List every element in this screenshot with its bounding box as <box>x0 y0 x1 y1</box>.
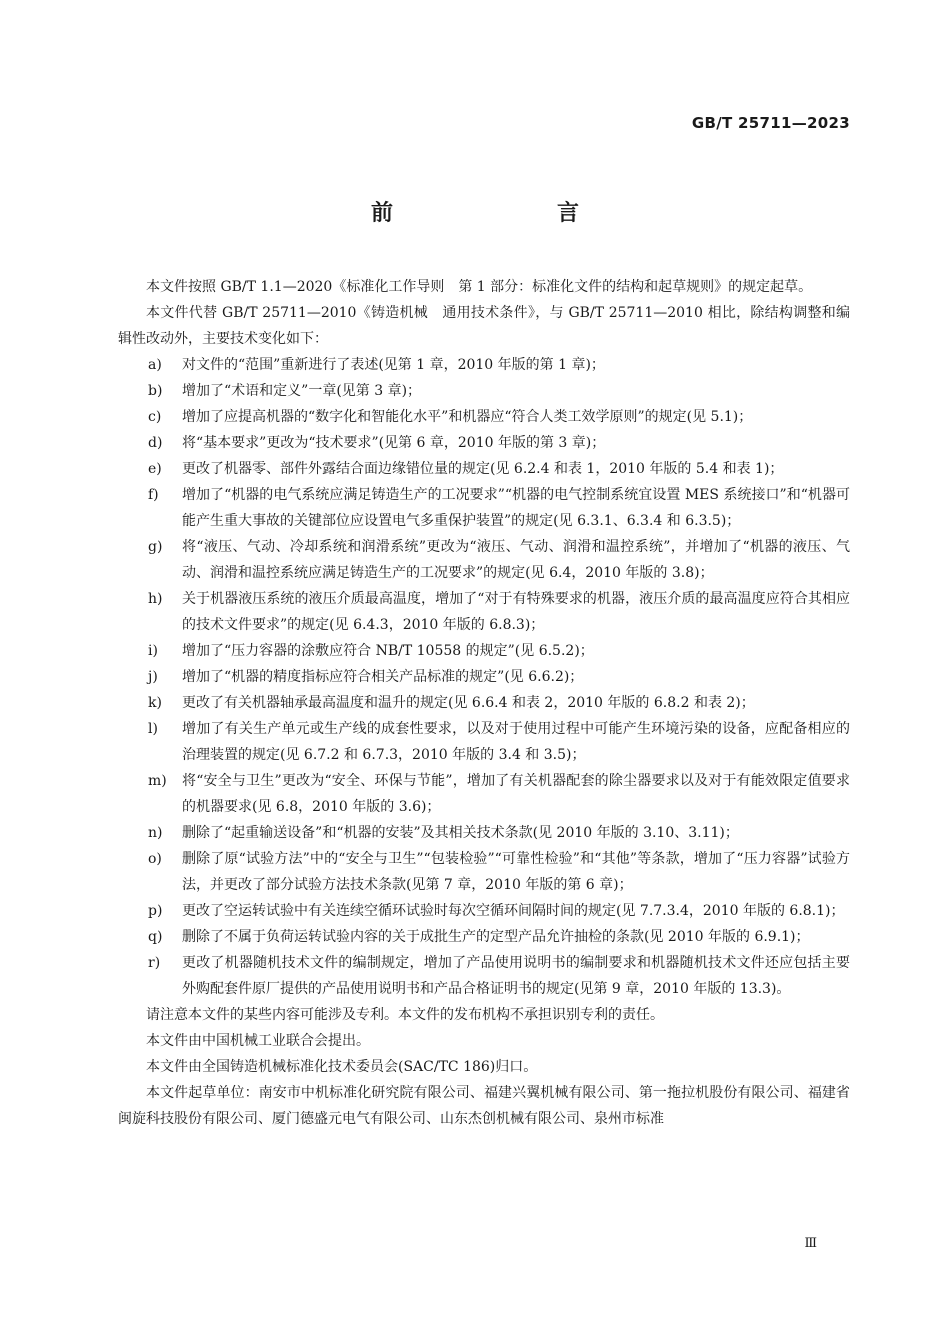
page-title: 前 言 <box>370 201 619 226</box>
list-text: 删除了不属于负荷运转试验内容的关于成批生产的定型产品允许抽检的条款(见 2010 年版的 6.9.1)； <box>182 929 810 945</box>
list-marker: c) <box>148 409 162 425</box>
list-item <box>118 924 850 950</box>
list-text: 增加了“压力容器的涂敷应符合 NB/T 10558 的规定”(见 6.5.2)； <box>182 643 594 659</box>
list-marker: l) <box>148 721 158 737</box>
list-item <box>118 950 850 1002</box>
list-text: 增加了有关生产单元或生产线的成套性要求，以及对于使用过程中可能产生环境污染的设备，应配备相应的治理装置的规定(见 6.7.2 和 6.7.3，2010 年版的 3.4 和 3.5)； <box>182 721 850 763</box>
list-text: 将“基本要求”更改为“技术要求”(见第 6 章，2010 年版的第 3 章)； <box>182 435 606 451</box>
list-marker: n) <box>148 825 163 841</box>
list-item <box>118 638 850 664</box>
document-body <box>118 274 850 1132</box>
list-item <box>118 430 850 456</box>
list-marker: q) <box>148 929 163 945</box>
list-item <box>118 586 850 638</box>
list-text: 对文件的“范围”重新进行了表述(见第 1 章，2010 年版的第 1 章)； <box>182 357 605 373</box>
list-text: 将“安全与卫生”更改为“安全、环保与节能”，增加了有关机器配套的除尘器要求以及对于有能效限定值要求的机器要求(见 6.8，2010 年版的 3.6)； <box>182 773 850 815</box>
list-item <box>118 404 850 430</box>
list-marker: d) <box>148 435 163 451</box>
paragraph: 本文件代替 GB/T 25711—2010《铸造机械 通用技术条件》，与 GB/T 25711—2010 相比，除结构调整和编辑性改动外，主要技术变化如下： <box>118 305 850 347</box>
list-text: 删除了“起重输送设备”和“机器的安装”及其相关技术条款(见 2010 年版的 3.10、3.11)； <box>182 825 739 841</box>
list-item <box>118 664 850 690</box>
list-text: 更改了空运转试验中有关连续空循环试验时每次空循环间隔时间的规定(见 7.7.3.4，2010 年版的 6.8.1)； <box>182 903 845 919</box>
changes-list <box>118 352 850 1002</box>
list-text: 更改了有关机器轴承最高温度和温升的规定(见 6.6.4 和表 2，2010 年版的 6.8.2 和表 2)； <box>182 695 755 711</box>
list-marker: b) <box>148 383 163 399</box>
list-item <box>118 768 850 820</box>
list-marker: p) <box>148 903 163 919</box>
paragraph: 请注意本文件的某些内容可能涉及专利。本文件的发布机构不承担识别专利的责任。 <box>146 1007 664 1023</box>
page-number: Ⅲ <box>804 1236 817 1251</box>
list-text: 更改了机器随机技术文件的编制规定，增加了产品使用说明书的编制要求和机器随机技术文件还应包括主要外购配套件原厂提供的产品使用说明书和产品合格证明书的规定(见第 9 章，2010 年版的 13.3)。 <box>182 955 850 997</box>
list-marker: j) <box>148 669 158 685</box>
standard-number: GB/T 25711—2023 <box>691 114 850 132</box>
list-text: 更改了机器零、部件外露结合面边缘错位量的规定(见 6.2.4 和表 1，2010 年版的 5.4 和表 1)； <box>182 461 784 477</box>
paragraph: 本文件由全国铸造机械标准化技术委员会(SAC/TC 186)归口。 <box>146 1059 538 1075</box>
list-text: 增加了“机器的精度指标应符合相关产品标准的规定”(见 6.6.2)； <box>182 669 584 685</box>
list-item <box>118 534 850 586</box>
list-marker: o) <box>148 851 162 867</box>
list-item <box>118 820 850 846</box>
list-marker: i) <box>148 643 158 659</box>
list-marker: m) <box>148 773 167 789</box>
list-marker: h) <box>148 591 163 607</box>
list-marker: g) <box>148 539 163 555</box>
list-text: 删除了原“试验方法”中的“安全与卫生”“包装检验”“可靠性检验”和“其他”等条款，增加了“压力容器”试验方法，并更改了部分试验方法技术条款(见第 7 章，2010 年版的第 6 章)； <box>182 851 850 893</box>
paragraph: 本文件起草单位：南安市中机标准化研究院有限公司、福建兴翼机械有限公司、第一拖拉机股份有限公司、福建省闽旋科技股份有限公司、厦门德盛元电气有限公司、山东杰创机械有限公司、泉州市标准 <box>118 1085 850 1127</box>
list-item <box>118 898 850 924</box>
list-item <box>118 846 850 898</box>
list-text: 关于机器液压系统的液压介质最高温度，增加了“对于有特殊要求的机器，液压介质的最高温度应符合其相应的技术文件要求”的规定(见 6.4.3，2010 年版的 6.8.3)； <box>182 591 850 633</box>
list-marker: r) <box>148 955 161 971</box>
list-item <box>118 378 850 404</box>
list-item <box>118 716 850 768</box>
list-marker: f) <box>148 487 159 503</box>
list-item <box>118 456 850 482</box>
list-item <box>118 352 850 378</box>
list-text: 增加了应提高机器的“数字化和智能化水平”和机器应“符合人类工效学原则”的规定(见 5.1)； <box>182 409 753 425</box>
list-marker: e) <box>148 461 162 477</box>
list-item <box>118 482 850 534</box>
list-marker: a) <box>148 357 162 373</box>
list-item <box>118 690 850 716</box>
list-text: 增加了“机器的电气系统应满足铸造生产的工况要求”“机器的电气控制系统宜设置 MES 系统接口”和“机器可能产生重大事故的关键部位应设置电气多重保护装置”的规定(见 6.3.1、6.3.4 和 6.3.5)； <box>182 487 850 529</box>
list-marker: k) <box>148 695 162 711</box>
list-text: 增加了“术语和定义”一章(见第 3 章)； <box>182 383 422 399</box>
list-text: 将“液压、气动、冷却系统和润滑系统”更改为“液压、气动、润滑和温控系统”，并增加了“机器的液压、气动、润滑和温控系统应满足铸造生产的工况要求”的规定(见 6.4，2010 年版的 3.8)； <box>182 539 850 581</box>
paragraph: 本文件由中国机械工业联合会提出。 <box>146 1033 370 1049</box>
paragraph: 本文件按照 GB/T 1.1—2020《标准化工作导则 第 1 部分：标准化文件的结构和起草规则》的规定起草。 <box>146 279 813 295</box>
